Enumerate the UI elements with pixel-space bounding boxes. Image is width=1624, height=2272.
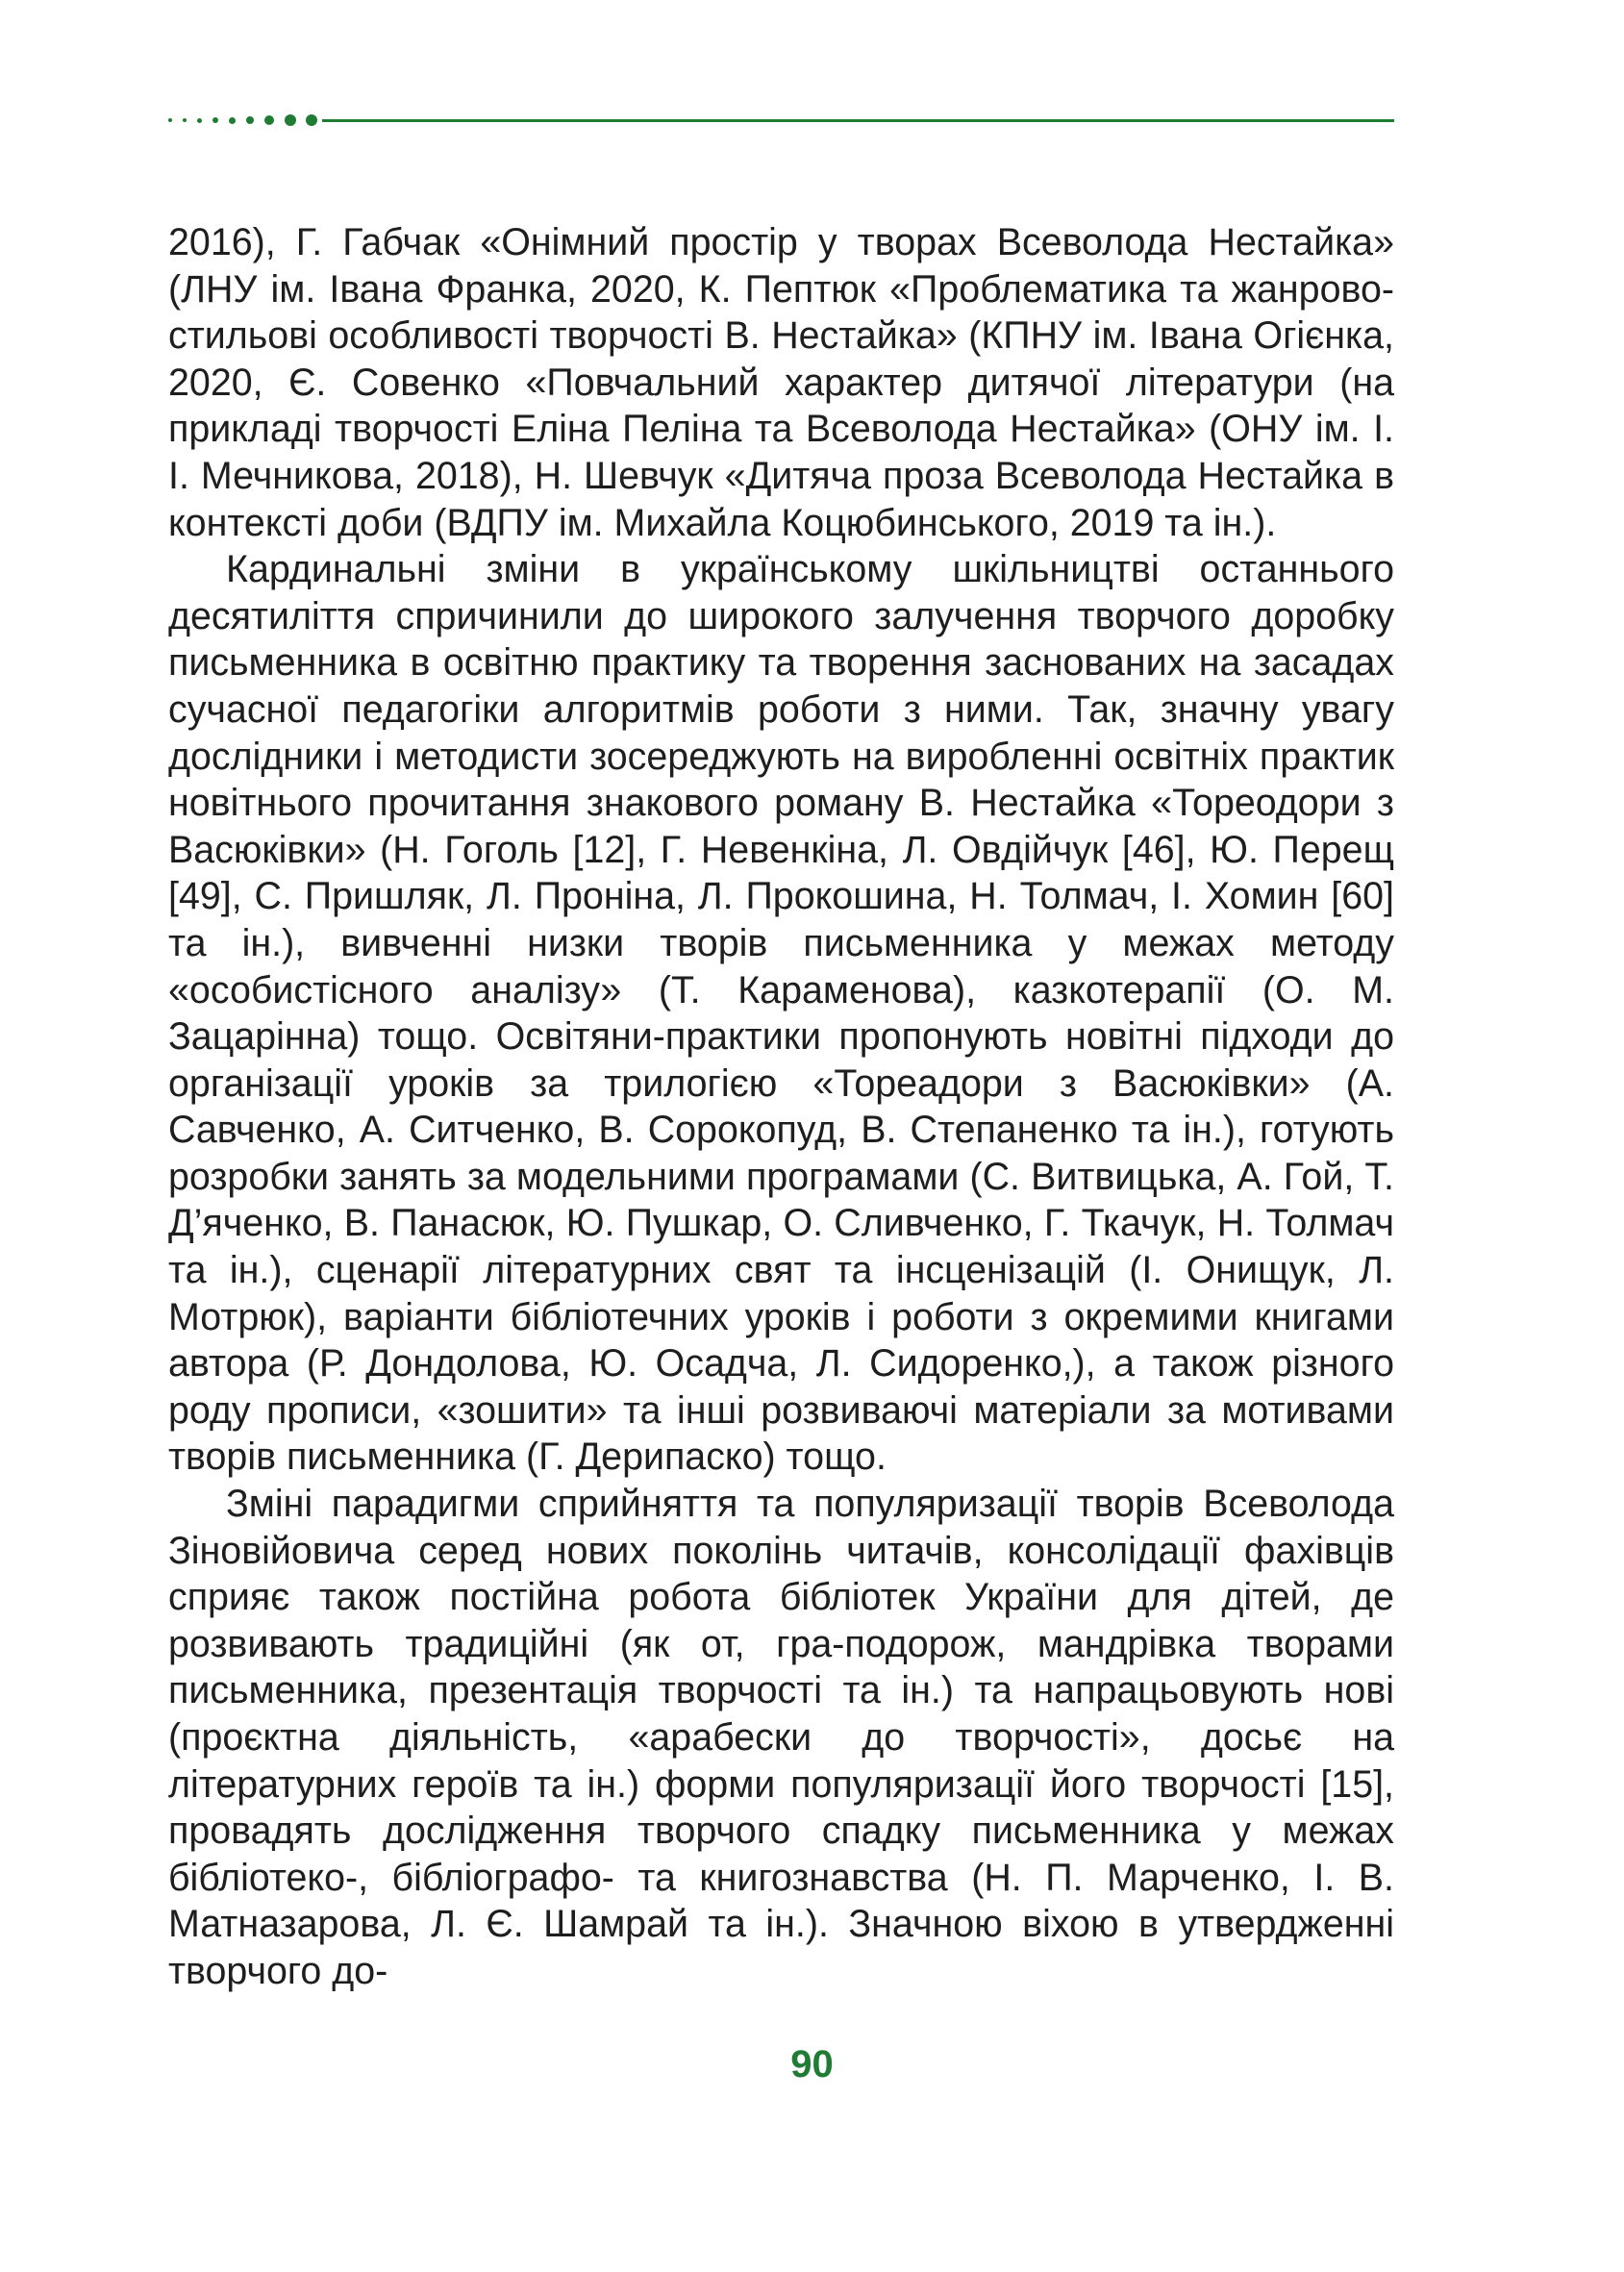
body-text [168, 219, 1394, 1995]
header-dot [197, 118, 202, 123]
paragraph: Кардинальні зміни в українському шкільництві останнього десятиліття спричинили до широкого залучення творчого доробку письменника в освітню практику та творення заснованих на засадах сучасної педагогіки алгоритмів роботи з ними. Так, значну увагу дослідники і методисти зосереджують на виробленні освітніх практик новітнього прочитання знакового роману В. Нестайка «Тореодори з Васюківки» (Н. Гоголь [12], Г. Невенкіна, Л. Овдійчук [46], Ю. Перещ [49], С. Пришляк, Л. Проніна, Л. Прокошина, Н. Толмач, І. Хомин [60] та ін.), вивченні низки творів письменника у межах методу «особистісного аналізу» (Т. Караменова), казкотерапії (О. М. Зацарінна) тощо. Освітяни-практики пропонують новітні підходи до організації уроків за трилогією «Тореадори з Васюківки» (А. Савченко, А. Ситченко, В. Сорокопуд, В. Степаненко та ін.), готують розробки занять за модельними програмами (С. Витвицька, А. Гой, Т. Д’яченко, В. Панасюк, Ю. Пушкар, О. Сливченко, Г. Ткачук, Н. Толмач та ін.), сценарії літературних свят та інсценізацій (І. Онищук, Л. Мотрюк), варіанти бібліотечних уроків і роботи з окремими книгами автора (Р. Дондолова, Ю. Осадча, Л. Сидоренко,), а також різного роду прописи, «зошити» та інші розвиваючі матеріали за мотивами творів письменника (Г. Дерипаско) тощо. [168, 548, 1394, 1479]
page-number: 90 [790, 2043, 834, 2085]
header-dot [168, 118, 172, 122]
header-line [322, 119, 1394, 122]
header-rule [168, 113, 1394, 127]
header-dot [212, 117, 218, 123]
header-dot [306, 114, 317, 126]
paragraph: 2016), Г. Габчак «Онімний простір у творах Всеволода Нестайка» (ЛНУ ім. Івана Франка, 2020, К. Пептюк «Проблематика та жанрово-стильові особливості творчості В. Нестайка» (КПНУ ім. Івана Огієнка, 2020, Є. Совенко «Повчальний характер дитячої літератури (на прикладі творчості Еліна Пеліна та Всеволода Нестайка» (ОНУ ім. І. І. Мечникова, 2018), Н. Шевчук «Дитяча проза Всеволода Нестайка в контексті доби (ВДПУ ім. Михайла Коцюбинського, 2019 та ін.). [168, 221, 1394, 544]
header-dot [229, 117, 236, 124]
paragraph: Зміні парадигми сприйняття та популяризації творів Всеволода Зіновійовича серед нових поколінь читачів, консолідації фахівців сприяє також постійна робота бібліотек України для дітей, де розвивають традиційні (як от, гра-подорож, мандрівка творами письменника, презентація творчості та ін.) та напрацьовують нові (проєктна діяльність, «арабески до творчості», досьє на літературних героїв та ін.) форми популяризації його творчості [15], провадять дослідження творчого спадку письменника у межах бібліотеко-, бібліографо- та книгознавства (Н. П. Марченко, І. В. Матназарова, Л. Є. Шамрай та ін.). Значною віхою в утвердженні творчого до- [168, 1483, 1394, 1992]
header-dot [246, 116, 254, 124]
header-dot [285, 114, 296, 126]
header-dot [264, 115, 274, 125]
header-dot [183, 118, 187, 122]
